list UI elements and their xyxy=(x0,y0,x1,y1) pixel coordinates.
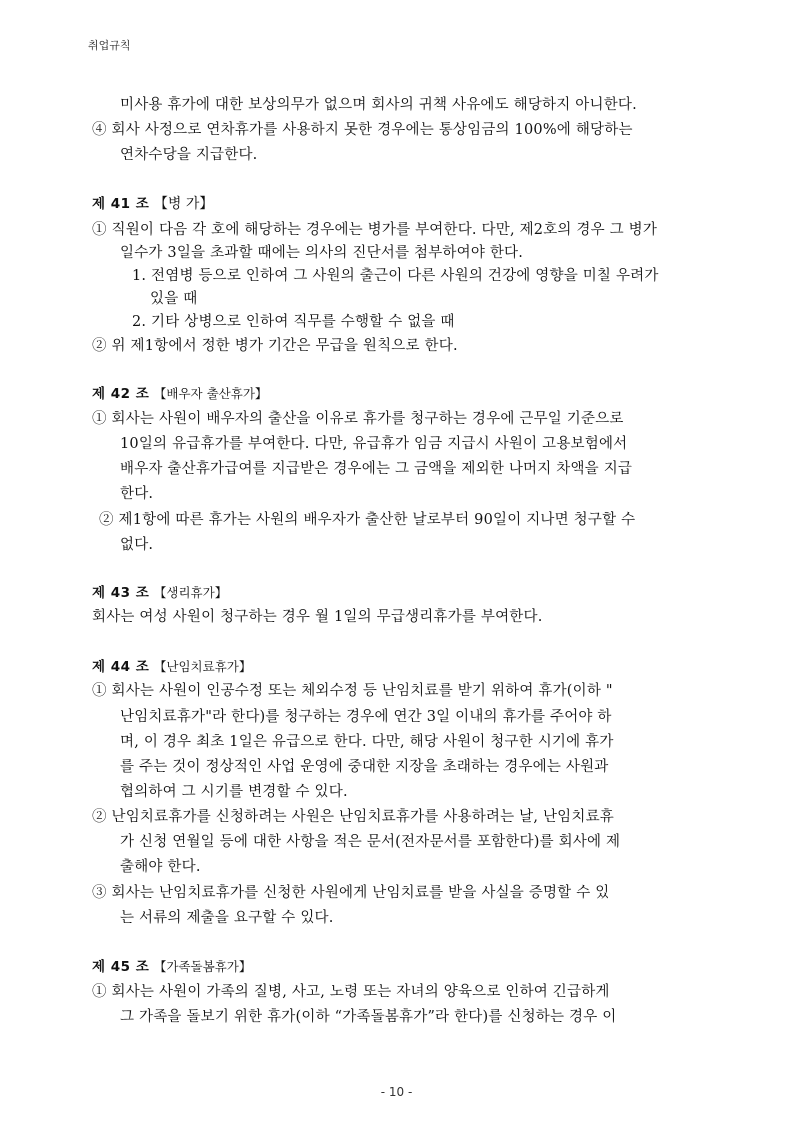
article-number: 제 44 조 xyxy=(92,659,150,675)
article-number: 제 45 조 xyxy=(92,959,150,975)
article-heading-45 xyxy=(92,958,251,976)
body-line: 2. 기타 상병으로 인하여 직무를 수행할 수 없을 때 xyxy=(132,314,455,330)
body-line: ④ 회사 사정으로 연차휴가를 사용하지 못한 경우에는 통상임금의 100%에 해당하는 xyxy=(92,122,633,138)
body-line: ② 위 제1항에서 정한 병가 기간은 무급을 원칙으로 한다. xyxy=(92,338,458,354)
body-line: 일수가 3일을 초과할 때에는 의사의 진단서를 첨부하여야 한다. xyxy=(120,245,524,261)
article-number: 제 41 조 xyxy=(92,196,150,212)
article-heading-44 xyxy=(92,658,251,676)
body-line: 미사용 휴가에 대한 보상의무가 없으며 회사의 귀책 사유에도 해당하지 아니한다. xyxy=(120,97,637,113)
article-title: 【가족돌봄휴가】 xyxy=(153,959,252,974)
body-line: 10일의 유급휴가를 부여한다. 다만, 유급휴가 임금 지급시 사원이 고용보험에서 xyxy=(120,436,628,452)
body-line: ① 직원이 다음 각 호에 해당하는 경우에는 병가를 부여한다. 다만, 제2호의 경우 그 병가 xyxy=(92,222,658,238)
body-line: ② 제1항에 따른 휴가는 사원의 배우자가 출산한 날로부터 90일이 지나면 청구할 수 xyxy=(99,512,636,528)
body-line: 출해야 한다. xyxy=(120,859,201,875)
body-line: 난임치료휴가"라 한다)를 청구하는 경우에 연간 3일 이내의 휴가를 주어야 하 xyxy=(120,709,612,725)
body-line: 없다. xyxy=(120,537,154,553)
article-title: 【생리휴가】 xyxy=(153,585,228,600)
article-heading-42 xyxy=(92,385,267,403)
body-line: 며, 이 경우 최초 1일은 유급으로 한다. 다만, 해당 사원이 청구한 시기에 휴가 xyxy=(120,734,614,750)
body-line: 협의하여 그 시기를 변경할 수 있다. xyxy=(120,784,348,800)
article-number: 제 43 조 xyxy=(92,585,150,601)
body-line: ① 회사는 사원이 가족의 질병, 사고, 노령 또는 자녀의 양육으로 인하여 긴급하게 xyxy=(92,984,610,1000)
article-number: 제 42 조 xyxy=(92,386,150,402)
body-line: ③ 회사는 난임치료휴가를 신청한 사원에게 난임치료를 받을 사실을 증명할 수 있 xyxy=(92,885,610,901)
article-heading-41 xyxy=(92,195,213,213)
body-line: 있을 때 xyxy=(150,291,198,307)
article-title: 【병 가】 xyxy=(153,196,214,212)
body-line: 1. 전염병 등으로 인하여 그 사원의 출근이 다른 사원의 건강에 영향을 미칠 우려가 xyxy=(132,268,659,284)
body-line: 연차수당을 지급한다. xyxy=(120,147,258,163)
body-line: 회사는 여성 사원이 청구하는 경우 월 1일의 무급생리휴가를 부여한다. xyxy=(92,609,543,625)
body-line: 는 서류의 제출을 요구할 수 있다. xyxy=(120,910,334,926)
body-line: 를 주는 것이 정상적인 사업 운영에 중대한 지장을 초래하는 경우에는 사원과 xyxy=(120,759,609,775)
body-line: ① 회사는 사원이 배우자의 출산을 이유로 휴가를 청구하는 경우에 근무일 기준으로 xyxy=(92,411,624,427)
article-heading-43 xyxy=(92,584,227,602)
body-line: 한다. xyxy=(120,486,154,502)
body-line: 가 신청 연월일 등에 대한 사항을 적은 문서(전자문서를 포함한다)를 회사에 제 xyxy=(120,834,621,850)
body-line: 그 가족을 돌보기 위한 휴가(이하 “가족돌봄휴가”라 한다)를 신청하는 경우 이 xyxy=(120,1009,617,1025)
page-number: - 10 - xyxy=(380,1085,413,1099)
article-title: 【난임치료휴가】 xyxy=(153,659,252,674)
body-line: ① 회사는 사원이 인공수정 또는 체외수정 등 난임치료를 받기 위하여 휴가(이하 " xyxy=(92,683,613,699)
article-title: 【배우자 출산휴가】 xyxy=(153,386,268,401)
body-line: ② 난임치료휴가를 신청하려는 사원은 난임치료휴가를 사용하려는 날, 난임치료휴 xyxy=(92,809,615,825)
body-line: 배우자 출산휴가급여를 지급받은 경우에는 그 금액을 제외한 나머지 차액을 지급 xyxy=(120,461,633,477)
running-header: 취업규칙 xyxy=(88,39,131,52)
